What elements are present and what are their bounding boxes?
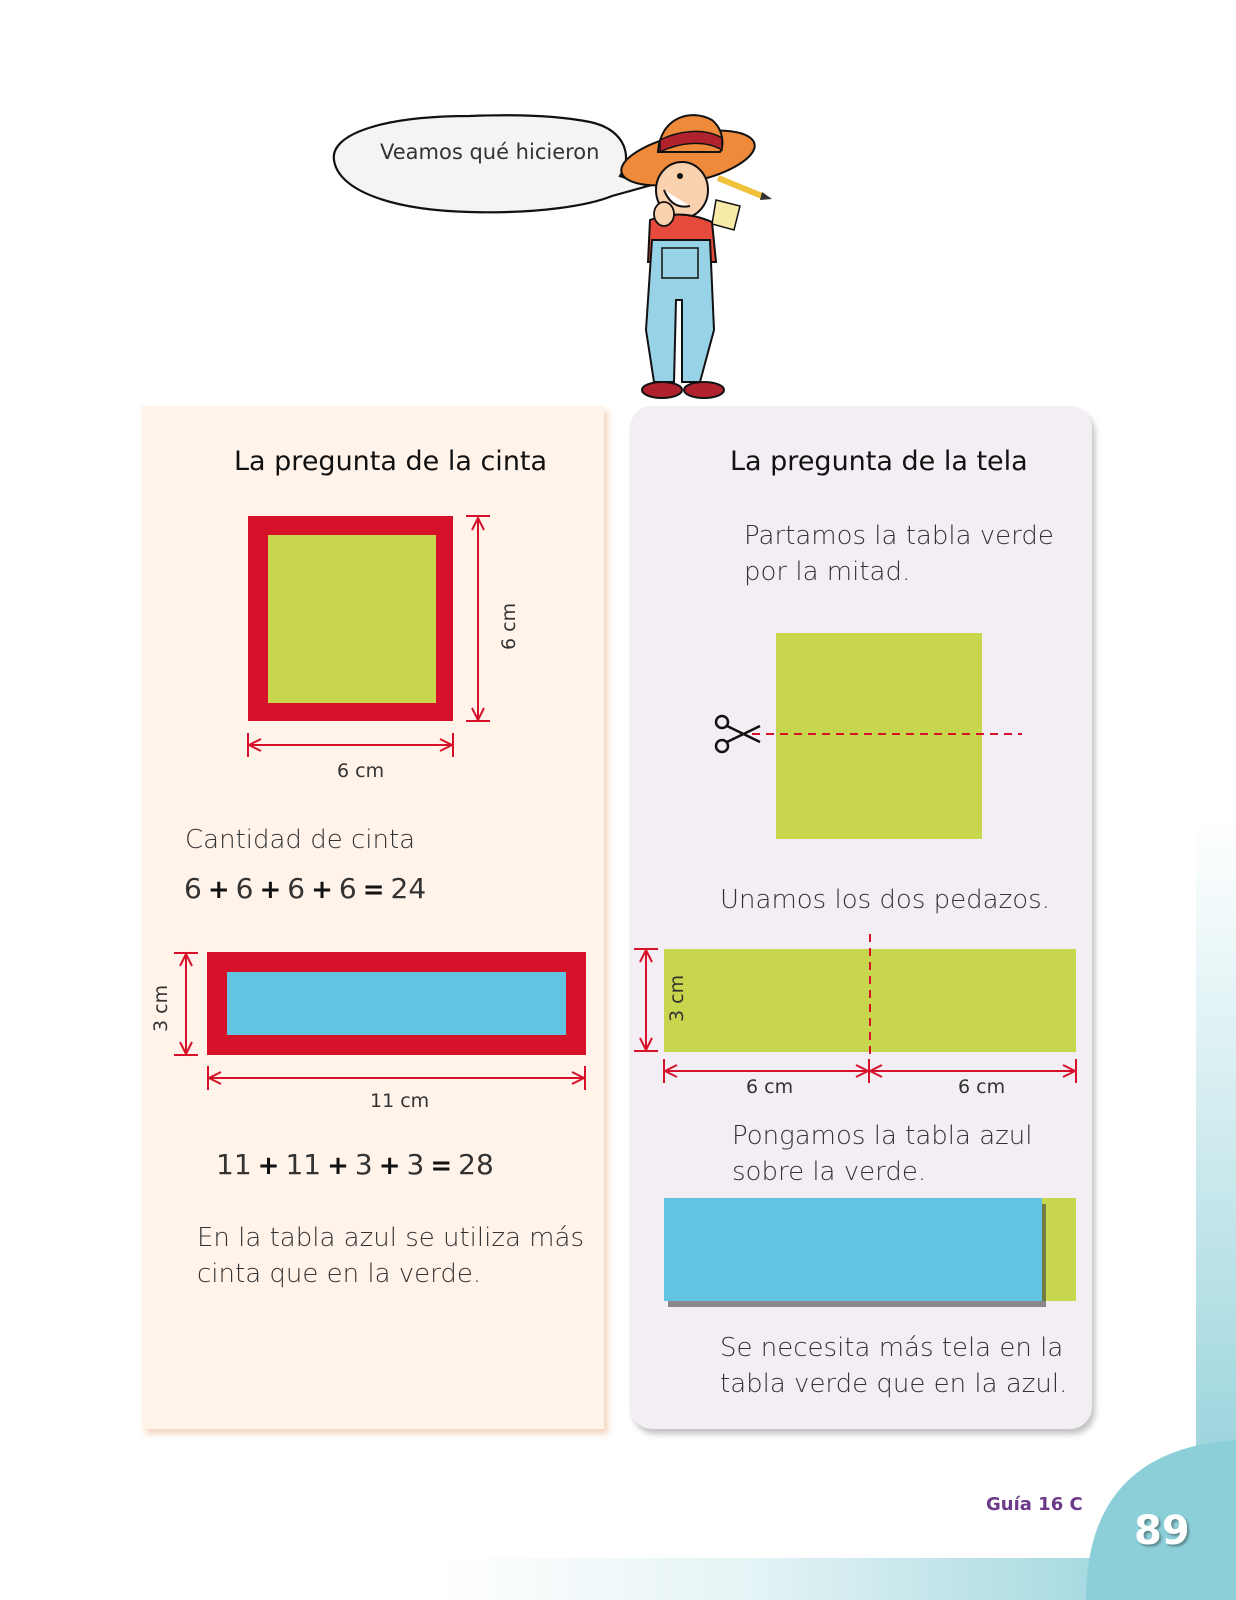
green-square-to-cut [776,633,982,839]
strip-height-label: 3 cm [666,974,688,1022]
guide-label: Guía 16 C [986,1494,1083,1515]
fabric-step1-line2: por la mitad. [744,557,911,587]
ribbon-equation-rectangle: 11 + 11 + 3 + 3 = 28 [216,1148,494,1181]
speech-bubble-text: Veamos qué hicieron [380,140,600,164]
rectangle-width-label: 11 cm [370,1090,430,1112]
fabric-question-title: La pregunta de la tela [730,446,1028,477]
ribbon-amount-label: Cantidad de cinta [185,825,416,855]
strip-height-arrow [634,949,658,1051]
blue-strip-over [664,1198,1042,1301]
ribbon-conclusion-line2: cinta que en la verde. [197,1259,482,1289]
square-height-label: 6 cm [498,602,520,650]
rectangle-height-label: 3 cm [150,984,172,1032]
ribbon-equation-square: 6 + 6 + 6 + 6 = 24 [184,872,427,905]
strip-right-width-label: 6 cm [958,1076,1006,1098]
fabric-step1-line1: Partamos la tabla verde [744,521,1054,551]
fabric-conclusion-line1: Se necesita más tela en la [720,1333,1064,1363]
ribbon-conclusion-line1: En la tabla azul se utiliza más [197,1223,584,1253]
ribbon-question-title: La pregunta de la cinta [234,446,548,477]
fabric-step3-line2: sobre la verde. [732,1157,927,1187]
fabric-conclusion-line2: tabla verde que en la azul. [720,1369,1068,1399]
fabric-step2: Unamos los dos pedazos. [720,885,1050,915]
fabric-step3-line1: Pongamos la tabla azul [732,1121,1033,1151]
strip-left-width-label: 6 cm [746,1076,794,1098]
square-width-label: 6 cm [337,760,385,782]
strip-width-arrows [664,1059,1076,1083]
page-number: 89 [1134,1508,1190,1554]
